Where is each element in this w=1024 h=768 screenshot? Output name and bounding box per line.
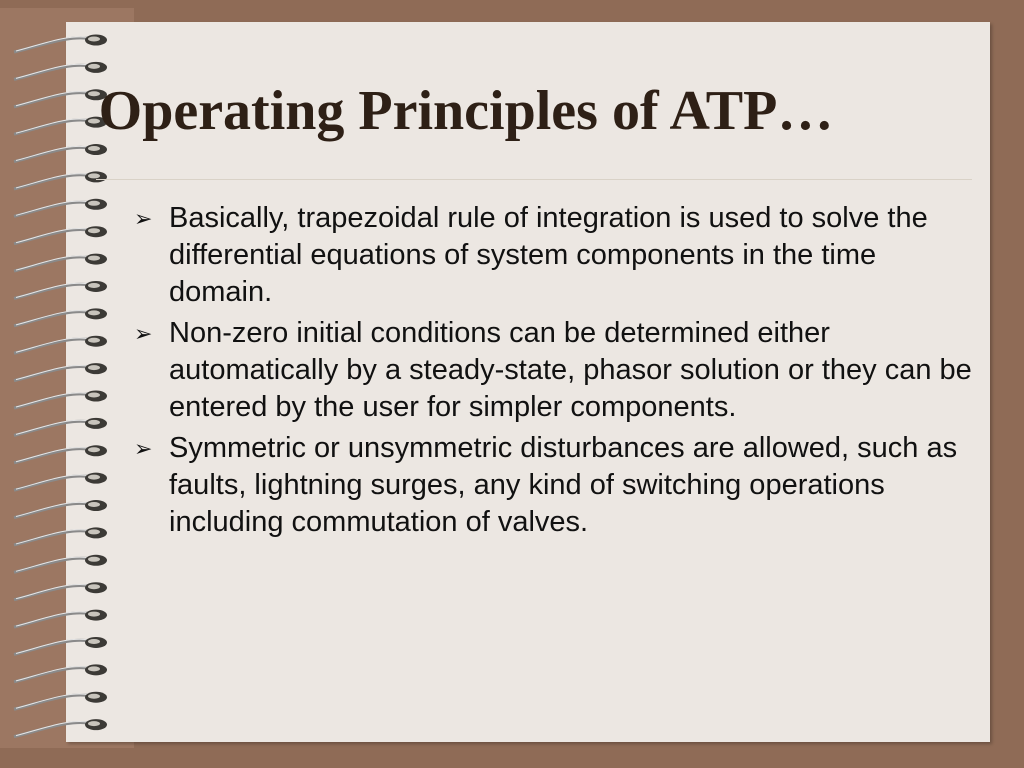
binding-ring — [14, 336, 107, 354]
bullet-text: Basically, trapezoidal rule of integration is used to solve the differential equations of system components in the time domain. — [169, 202, 928, 308]
binding-ring — [14, 35, 107, 53]
bullet-item — [134, 200, 974, 311]
binding-ring — [14, 418, 107, 436]
binding-ring — [14, 281, 107, 299]
bullet-item — [134, 430, 974, 541]
arrow-bullet-icon: ➢ — [134, 206, 153, 231]
binding-ring — [14, 445, 107, 463]
binding-ring — [14, 89, 107, 107]
arrow-bullet-icon: ➢ — [134, 436, 153, 461]
binding-ring — [14, 637, 107, 655]
arrow-bullet-icon: ➢ — [134, 321, 153, 346]
binding-ring — [14, 719, 107, 737]
binding-ring — [14, 117, 107, 134]
binding-ring — [14, 664, 107, 682]
binding-ring — [14, 555, 107, 573]
binding-ring — [14, 144, 107, 162]
bullet-list — [134, 200, 974, 545]
binding-ring — [14, 527, 107, 545]
bullet-item — [134, 315, 974, 426]
binding-ring — [14, 199, 107, 217]
slide-title: Operating Principles of ATP… — [98, 80, 834, 142]
binding-ring — [14, 582, 107, 600]
binding-ring — [14, 171, 107, 189]
binding-ring — [14, 473, 107, 491]
binding-ring — [14, 62, 107, 79]
title-divider — [96, 179, 972, 180]
binding-ring — [14, 363, 107, 381]
binding-ring — [14, 308, 107, 326]
binding-ring — [14, 391, 107, 409]
binding-ring — [14, 254, 107, 271]
binding-ring — [14, 500, 107, 518]
bullet-text: Non-zero initial conditions can be determined either automatically by a steady-state, phasor solution or they can be entered by the user for simpler components. — [169, 317, 972, 423]
binding-ring — [14, 610, 107, 628]
binding-ring — [14, 226, 107, 244]
bullet-text: Symmetric or unsymmetric disturbances are allowed, such as faults, lightning surges, any kind of switching operations including commutation of valves. — [169, 432, 958, 538]
binding-ring — [14, 692, 107, 710]
